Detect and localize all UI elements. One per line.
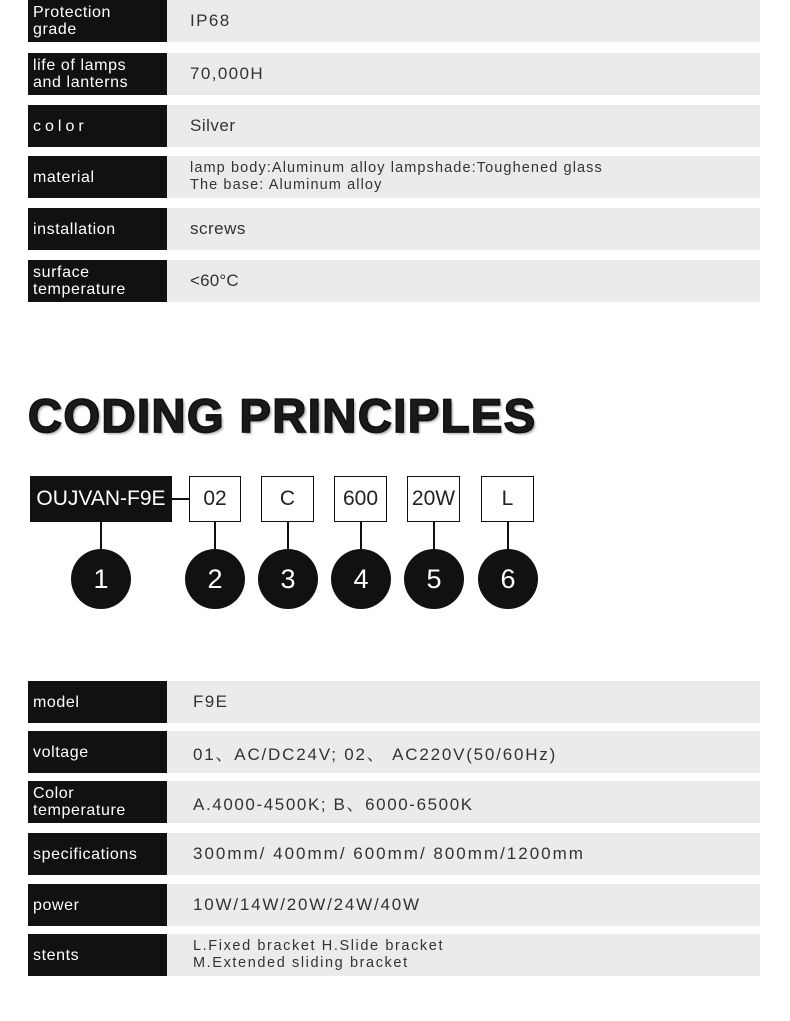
code-connector [287, 522, 289, 550]
spec-row-color-temperature [28, 781, 760, 823]
coding-principles-title: CODING PRINCIPLES [28, 389, 537, 442]
spec-row-stents [28, 934, 760, 976]
code-connector [214, 522, 216, 550]
code-part-voltage: 02 [189, 476, 241, 522]
spec-row-model [28, 681, 760, 723]
spec-value: lamp body:Aluminum alloy lampshade:Toughened glass The base: Aluminum alloy [190, 160, 603, 193]
code-connector [507, 522, 509, 550]
code-part-power: 20W [407, 476, 460, 522]
code-number-badge: 5 [404, 549, 464, 609]
spec-label: stents [33, 946, 80, 964]
code-connector [360, 522, 362, 550]
spec-value: 01、AC/DC24V; 02、 AC220V(50/60Hz) [193, 744, 558, 764]
spec-label: voltage [33, 743, 89, 761]
spec-value: A.4000-4500K; B、6000-6500K [193, 794, 474, 814]
code-part-color-temperature: C [261, 476, 314, 522]
spec-label: specifications [33, 845, 138, 863]
code-connector [433, 522, 435, 550]
spec-value: IP68 [190, 11, 231, 30]
spec-value: Silver [190, 116, 236, 135]
spec-row-material [28, 156, 760, 198]
spec-value: F9E [193, 692, 229, 711]
spec-row-power [28, 884, 760, 926]
code-connector [172, 498, 189, 500]
spec-row-color [28, 105, 760, 147]
spec-label: life of lamps and lanterns [33, 57, 129, 91]
code-number-badge: 6 [478, 549, 538, 609]
spec-row-installation [28, 208, 760, 250]
spec-value: <60°C [190, 271, 239, 290]
spec-value: 70,000H [190, 64, 265, 83]
spec-row-specifications [28, 833, 760, 875]
spec-label: color [33, 117, 88, 135]
spec-label: installation [33, 220, 116, 238]
spec-row-voltage [28, 731, 760, 773]
spec-label: material [33, 168, 95, 186]
spec-row-protection-grade [28, 0, 760, 42]
spec-value: screws [190, 219, 246, 238]
spec-row-surface-temperature [28, 260, 760, 302]
spec-label: Protection grade [33, 4, 112, 38]
code-part-model: OUJVAN-F9E [30, 476, 172, 522]
spec-row-life [28, 53, 760, 95]
code-number-badge: 1 [71, 549, 131, 609]
code-number-badge: 4 [331, 549, 391, 609]
spec-label: power [33, 896, 80, 914]
spec-label: Color temperature [33, 785, 126, 819]
code-part-length: 600 [334, 476, 387, 522]
spec-value: 300mm/ 400mm/ 600mm/ 800mm/1200mm [193, 844, 585, 863]
code-connector [100, 522, 102, 550]
code-number-badge: 2 [185, 549, 245, 609]
code-part-bracket: L [481, 476, 534, 522]
code-number-badge: 3 [258, 549, 318, 609]
spec-value: L.Fixed bracket H.Slide bracket M.Extended sliding bracket [193, 938, 445, 971]
spec-value: 10W/14W/20W/24W/40W [193, 895, 421, 914]
spec-label: model [33, 693, 80, 711]
spec-label: surface temperature [33, 264, 126, 298]
